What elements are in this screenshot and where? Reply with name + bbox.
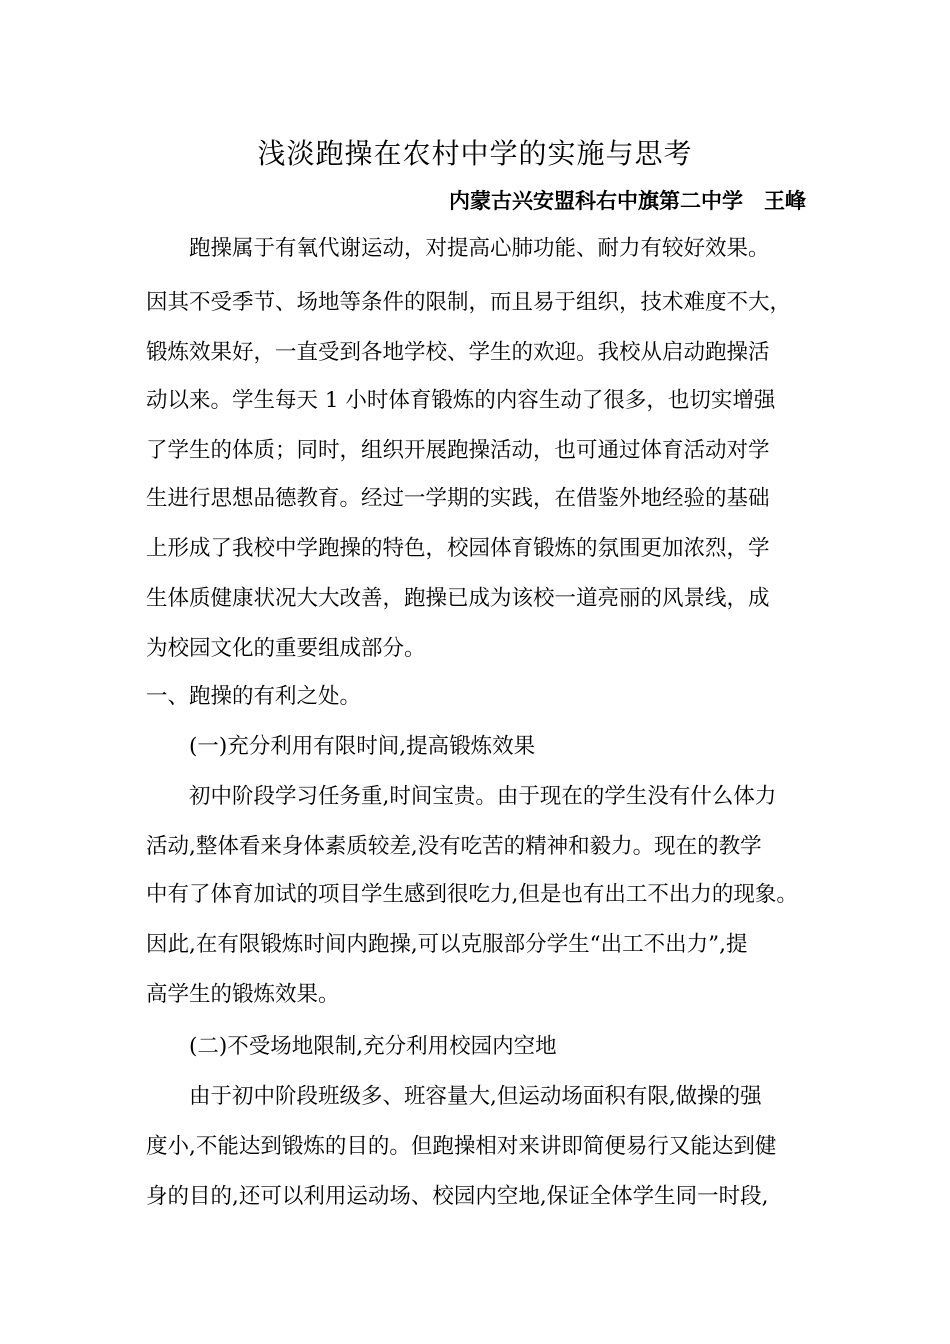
intro-line: 因其不受季节、场地等条件的限制，而且易于组织，技术难度不大， [146,290,792,315]
body-line: 身的目的,还可以利用运动场、校园内空地,保证全体学生同一时段, [146,1184,769,1209]
intro-line: 生进行思想品德教育。经过一学期的实践，在借鉴外地经验的基础 [146,486,770,511]
body-line: 中有了体育加试的项目学生感到很吃力,但是也有出工不出力的现象。 [146,882,798,907]
body-line: 度小,不能达到锻炼的目的。但跑操相对来讲即简便易行又能达到健 [146,1134,777,1159]
section-heading: 一、跑操的有利之处。 [146,684,362,709]
intro-line: 跑操属于有氧代谢运动，对提高心肺功能、耐力有较好效果。 [189,236,770,261]
document-title: 浅淡跑操在农村中学的实施与思考 [257,137,693,170]
intro-line: 动以来。学生每天 1 小时体育锻炼的内容生动了很多，也切实增强 [146,388,776,413]
body-line: 由于初中阶段班级多、班容量大,但运动场面积有限,做操的强 [189,1084,762,1109]
body-line: 活动,整体看来身体素质较差,没有吃苦的精神和毅力。现在的教学 [146,834,762,859]
body-line: 因此,在有限锻炼时间内跑操,可以克服部分学生“出工不出力”,提 [146,932,748,957]
body-line: 初中阶段学习任务重,时间宝贵。由于现在的学生没有什么体力 [189,784,777,809]
subsection-heading: (一)充分利用有限时间,提高锻炼效果 [189,734,536,759]
intro-line: 生体质健康状况大大改善，跑操已成为该校一道亮丽的风景线，成 [146,586,770,611]
intro-line: 了学生的体质；同时，组织开展跑操活动，也可通过体育活动对学 [146,438,770,463]
intro-line: 上形成了我校中学跑操的特色，校园体育锻炼的氛围更加浓烈，学 [146,536,770,561]
subsection-heading: (二)不受场地限制,充分利用校园内空地 [189,1034,557,1059]
intro-line: 为校园文化的重要组成部分。 [146,636,426,661]
author-line: 内蒙古兴安盟科右中旗第二中学 王峰 [449,189,806,213]
body-line: 高学生的锻炼效果。 [146,982,340,1007]
intro-line: 锻炼效果好，一直受到各地学校、学生的欢迎。我校从启动跑操活 [146,340,770,365]
